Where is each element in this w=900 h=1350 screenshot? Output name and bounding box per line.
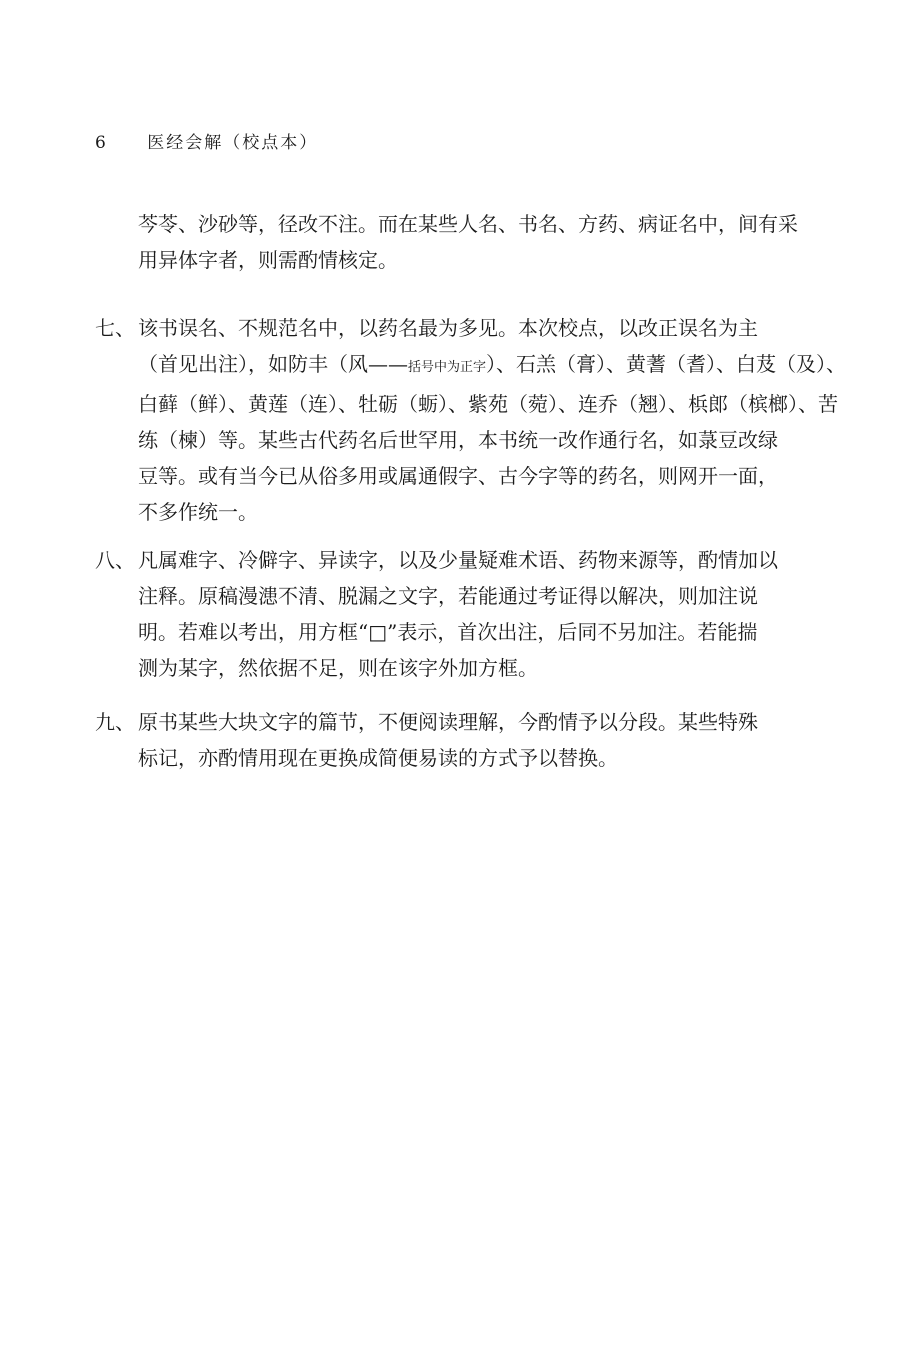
text-line: 测为某字，然依据不足，则在该字外加方框。 [138, 656, 538, 680]
text-line: 白藓（鲜）、黄莲（连）、牡砺（蛎）、紫苑（菀）、连乔（翘）、梹郎（槟榔）、苦 [138, 392, 838, 416]
text-line: 凡属难字、冷僻字、异读字，以及少量疑难术语、药物来源等，酌情加以 [138, 548, 778, 572]
item-number: 八、 [95, 548, 135, 572]
paragraph-item-7 [95, 310, 847, 530]
text-line: 标记，亦酌情用现在更换成简便易读的方式予以替换。 [138, 746, 618, 770]
text-line: 练（楝）等。某些古代药名后世罕用，本书统一改作通行名，如菉豆改绿 [138, 428, 778, 452]
text-line: 该书误名、不规范名中，以药名最为多见。本次校点，以改正误名为主 [138, 316, 758, 340]
page-number: 6 [95, 133, 107, 153]
paragraph-item-8 [95, 542, 778, 686]
text-line: 不多作统一。 [138, 500, 258, 524]
text-line: 芩苓、沙砂等，径改不注。而在某些人名、书名、方药、病证名中，间有采 [138, 212, 798, 236]
book-title: 医经会解（校点本） [147, 133, 319, 153]
paragraph-item-9 [95, 704, 763, 776]
text-segment: ）、石羔（膏）、黄蓍（耆）、白芨（及）、 [486, 352, 847, 376]
item-number: 九、 [95, 710, 135, 734]
item-number: 七、 [95, 316, 135, 340]
text-segment: （首见出注），如防丰（风—— [138, 352, 408, 376]
text-line: 用异体字者，则需酌情核定。 [138, 248, 398, 272]
text-line: 豆等。或有当今已从俗多用或属通假字、古今字等的药名，则网开一面， [138, 464, 778, 488]
paragraph-continued [138, 206, 798, 278]
text-line: 注释。原稿漫漶不清、脱漏之文字，若能通过考证得以解决，则加注说 [138, 584, 758, 608]
inline-small-note: 括号中为正字 [408, 360, 487, 375]
text-line-with-note [138, 346, 847, 386]
text-line: 原书某些大块文字的篇节，不便阅读理解，今酌情予以分段。某些特殊 [138, 710, 758, 734]
running-header [95, 128, 318, 153]
text-line: 明。若难以考出，用方框“□”表示，首次出注，后同不另加注。若能揣 [138, 620, 758, 644]
